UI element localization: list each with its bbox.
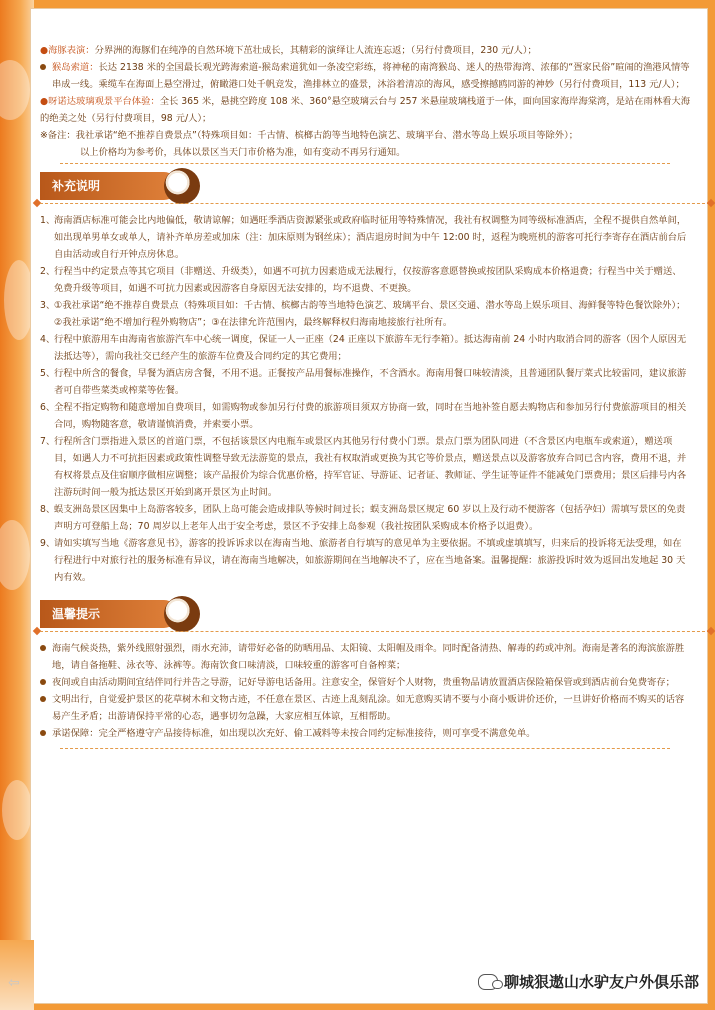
item-text: 全程不指定购物和随意增加自费项目，如需购物或参加另行付费的旅游项目须双方协商一致，同时在当地补签自愿去购物店和参加另行付费旅游项目的相关合同，购物随客意，敬请谨慎消费，并索要小票。 <box>54 402 687 430</box>
intro-item <box>40 59 690 93</box>
list-item <box>40 297 690 331</box>
item-text: 行程所含门票指进入景区的首道门票，不包括该景区内电瓶车或景区内其他另行付费小门票。景点门票为团队同进（不含景区内电瓶车或索道），赠送项目，如遇人力不可抗拒因素或政策性调整导致无法游览的景点，我社有权取消或更换为其它等价景点，赠送景点以及游客放弃合同已含内容，费用不退，并有权将景点及住宿顺序做相应调整；该产品报价为综合优惠价格，持军官证、导游证、记者证、教师证、学生证等证件不能减免门票费用；景区后排号内各注游玩时间一般为抵达景区开始到离开景区为止时间。 <box>54 436 687 498</box>
item-number: 1、 <box>40 215 56 226</box>
intro-text: 分界洲的海豚们在纯净的自然环境下茁壮成长，其精彩的演绎让人流连忘返；（另行付费项目，230 元/人）； <box>94 45 537 56</box>
intro-item <box>40 42 690 59</box>
item-text: 文明出行，自觉爱护景区的花草树木和文物古迹，不任意在景区、古迹上乱刻乱涂。如无意购买请不要与小商小贩讲价还价，一旦讲好价格而不购买的话容易产生矛盾；出游请保持平常的心态，遇事切勿急躁，大家应相互体谅，互相帮助。 <box>52 694 685 722</box>
item-text: 行程当中约定景点等其它项目（非赠送、升级类），如遇不可抗力因素造成无法履行，仅按游客意愿替换或按团队采购成本价格退费；行程当中关于赠送、免费升级等项目，如遇不可抗力因素或因游客自身原因无法安排的，均不退费、不更换。 <box>54 266 682 294</box>
item-text: 海南酒店标准可能会比内地偏低，敬请谅解；如遇旺季酒店资源紧张或政府临时征用等特殊情况，我社有权调整为同等级标准酒店，全程不提供自然单间，如出现单男单女或单人，请补齐单房差或加床（注：加床原则为钢丝床）；酒店退房时间为中午 12:00 时，返程为晚班机的游客可托行李寄存在酒店前台后自由活动或自行开钟点房休息。 <box>54 215 687 260</box>
item-number: 4、 <box>40 334 56 345</box>
item-text: 行程中所含的餐食，早餐为酒店房含餐，不用不退。正餐按产品用餐标准操作，不含酒水。海南用餐口味较清淡，且普通团队餐厅菜式比较雷同，建议旅游者可自带些菜类或榨菜等佐餐。 <box>54 368 687 396</box>
list-item <box>40 501 690 535</box>
bullet-icon <box>40 679 46 685</box>
item-number: 5、 <box>40 368 56 379</box>
list-item <box>40 691 690 725</box>
intro-text: 长达 2138 米的全国最长观光跨海索道-猴岛索道犹如一条凌空彩练，将神秘的南湾猴岛、迷人的热带海湾、浓郁的“疍家民俗”暄闹的渔港风情等串成一线。乘缆车在海面上悬空滑过，俯瞰港口处千帆竞发，渔排林立的盛景，沐浴着清凉的海风，感受擦撼鸥同游的神妙（另行付费项目，113 元/人）； <box>52 62 690 90</box>
left-decorative-strip <box>0 0 34 1010</box>
divider <box>60 748 670 749</box>
wechat-icon <box>478 974 498 990</box>
intro-text: 全长 365 米，悬挑空跨度 108 米、360°悬空玻璃云台与 257 米悬崖玻璃栈道于一体，面向国家海岸海棠湾，是站在雨林看大海的绝美之处（另行付费项目，98 元/人）； <box>40 96 691 124</box>
bullet-icon <box>40 730 46 736</box>
section-header-tips <box>40 600 690 636</box>
list-item <box>40 725 690 742</box>
section-rule <box>40 203 710 205</box>
item-number: 8、 <box>40 504 56 515</box>
divider <box>60 163 670 164</box>
bullet-icon <box>40 696 46 702</box>
bullet-icon <box>40 64 46 70</box>
section-title: 温馨提示 <box>40 600 178 628</box>
list-item <box>40 365 690 399</box>
section-rule <box>40 631 710 633</box>
item-text: 行程中旅游用车由海南省旅游汽车中心统一调度，保证一人一正座（24 正座以下旅游车无行李箱）。抵达海南前 24 小时内取消合同的游客（因个人原因无法抵达等），需向我社交已经产生的旅游车位费及合同约定的其它费用； <box>54 334 687 362</box>
coconut-icon <box>164 168 200 204</box>
tips-list <box>40 640 690 742</box>
back-arrow-icon[interactable]: ⇦ <box>8 975 20 991</box>
list-item <box>40 674 690 691</box>
list-item <box>40 640 690 674</box>
note-line: ※备注：我社承诺“绝不推荐自费景点”（特殊项目如：千古情、槟榔古韵等当地特色演艺、玻璃平台、潜水等岛上娱乐项目等除外）； <box>40 130 579 141</box>
coconut-icon <box>164 596 200 632</box>
item-number: 6、 <box>40 402 56 413</box>
list-item <box>40 399 690 433</box>
intro-label: ●呀诺达玻璃观景平台体验： <box>40 96 160 107</box>
intro-label: 猴岛索道： <box>52 62 99 73</box>
list-item <box>40 263 690 297</box>
bullet-icon <box>40 645 46 651</box>
watermark <box>478 971 699 992</box>
item-number: 7、 <box>40 436 56 447</box>
list-item <box>40 433 690 501</box>
supplement-list <box>40 212 690 586</box>
item-number: 2、 <box>40 266 56 277</box>
item-text: 承诺保障：完全严格遵守产品接待标准，如出现以次充好、偷工减料等未按合同约定标准接待，则可享受不满意免单。 <box>52 728 536 739</box>
document-content <box>40 42 690 749</box>
section-header-supplement <box>40 172 690 208</box>
item-text: 请如实填写当地《游客意见书》，游客的投诉诉求以在海南当地、旅游者自行填写的意见单为主要依据。不填或虚填填写，归来后的投诉将无法受理，如在行程进行中对旅行社的服务标准有异议，请在海南当地解决，如旅游期间在当地解决不了，应在当地备案。温馨提醒：旅游投诉时效为返回出发地起 30 天内有效。 <box>54 538 686 583</box>
section-title: 补充说明 <box>40 172 178 200</box>
item-text: ①我社承诺“绝不推荐自费景点（特殊项目如：千古情、槟榔古韵等当地特色演艺、玻璃平台、景区交通、潜水等岛上娱乐项目、海鲜餐等特色餐饮除外）；②我社承诺“绝不增加行程外购物店”；③在法律允许范围内，最终解释权归海南地接旅行社所有。 <box>54 300 686 328</box>
intro-label: ●海豚表演： <box>40 45 95 56</box>
note-line: 以上价格均为参考价，具体以景区当天门市价格为准，如有变动不再另行通知。 <box>80 147 406 158</box>
item-number: 9、 <box>40 538 56 549</box>
list-item <box>40 212 690 263</box>
item-text: 蜈支洲岛景区因集中上岛游客较多，团队上岛可能会造成排队等候时间过长；蜈支洲岛景区规定 60 岁以上及行动不便游客（包括孕妇）需填写景区的免责声明方可登船上岛；70 周岁以上老年人出于安全考虑，景区不予安排上岛参观（我社按团队采购成本价格予以退费）。 <box>54 504 686 532</box>
list-item <box>40 331 690 365</box>
list-item <box>40 535 690 586</box>
item-text: 夜间或自由活动期间宜结伴同行并告之导游，记好导游电话备用。注意安全，保管好个人财物，贵重物品请放置酒店保险箱保管或到酒店前台免费寄存； <box>52 677 675 688</box>
watermark-text: 聊城狠遨山水驴友户外俱乐部 <box>503 973 699 991</box>
item-number: 3、 <box>40 300 56 311</box>
intro-item <box>40 93 690 127</box>
item-text: 海南气候炎热，紫外线照射强烈，雨水充沛，请带好必备的防晒用品、太阳镜、太阳帽及雨伞。同时配备清热、解毒的药或冲剂。海南是著名的海滨旅游胜地，请自备拖鞋、泳衣等、泳裤等。海南饮食口味清淡，口味较重的游客可自备榨菜； <box>52 643 685 671</box>
